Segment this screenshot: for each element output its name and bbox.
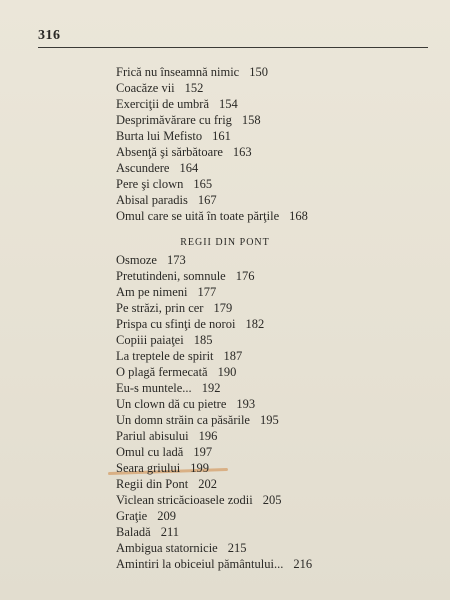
toc-entry-title: Copiii paiaţei xyxy=(116,333,184,347)
toc-entry xyxy=(116,493,281,507)
toc-entry-title: Graţie xyxy=(116,509,148,523)
toc-entry-title: Un clown dă cu pietre xyxy=(116,397,227,411)
toc-entry xyxy=(116,285,216,299)
toc-entry xyxy=(116,193,217,207)
toc-entry-title: Frică nu înseamnă nimic xyxy=(116,65,240,79)
toc-entry-title: Baladă xyxy=(116,525,151,539)
toc-entry xyxy=(116,365,236,379)
toc-entry xyxy=(116,113,261,127)
toc-entry-page: 197 xyxy=(193,445,213,459)
toc-entry-page: 195 xyxy=(259,413,279,427)
toc-entry-title: Pe străzi, prin cer xyxy=(116,301,204,315)
toc-entry-title: Pretutindeni, somnule xyxy=(116,269,226,283)
toc-entry-page: 152 xyxy=(184,81,204,95)
toc-entry-page: 196 xyxy=(198,429,218,443)
toc-entry-title: Burta lui Mefisto xyxy=(116,129,203,143)
toc-entry-title: Ascundere xyxy=(116,161,170,175)
toc-entry xyxy=(116,65,268,79)
toc-entry xyxy=(116,557,312,571)
toc-entry xyxy=(116,429,217,443)
toc-entry-page: 216 xyxy=(293,557,313,571)
toc-entry xyxy=(116,333,212,347)
toc-entry-page: 209 xyxy=(157,509,176,523)
toc-entry-page: 161 xyxy=(212,129,231,143)
toc-entry xyxy=(116,381,220,395)
toc-entry xyxy=(116,81,203,95)
toc-entry-page: 163 xyxy=(232,145,252,159)
page-number: 316 xyxy=(38,28,61,43)
toc-entry-title: Eu-s muntele... xyxy=(116,381,192,395)
toc-entry-title: Seara griului xyxy=(116,461,181,475)
toc-entry-page: 168 xyxy=(289,209,308,223)
toc-entry-page: 185 xyxy=(193,333,213,347)
toc-entry-title: Ambigua statornicie xyxy=(116,541,218,555)
toc-entry-page: 211 xyxy=(160,525,180,539)
toc-entry xyxy=(116,269,254,283)
toc-entry-page: 190 xyxy=(217,365,237,379)
toc-entry-title: Prispa cu sfinţi de noroi xyxy=(116,317,236,331)
toc-entry xyxy=(116,301,232,315)
toc-entry-title: Viclean stricăcioasele zodii xyxy=(116,493,253,507)
toc-entry xyxy=(116,413,279,427)
toc-entry-title: Pariul abisului xyxy=(116,429,189,443)
toc-entry-page: 202 xyxy=(198,477,217,491)
toc-entry xyxy=(116,161,198,175)
toc-entry xyxy=(116,145,252,159)
toc-entry xyxy=(116,253,186,267)
toc-entry-page: 192 xyxy=(201,381,221,395)
toc-entry-page: 167 xyxy=(197,193,217,207)
toc-entry xyxy=(116,541,246,555)
toc-entry-page: 164 xyxy=(179,161,199,175)
toc-entry-page: 215 xyxy=(227,541,247,555)
toc-entry-page: 176 xyxy=(235,269,255,283)
toc-entry-page: 179 xyxy=(213,301,233,315)
toc-entry xyxy=(116,525,179,539)
toc-entry-page: 158 xyxy=(241,113,261,127)
toc-entry xyxy=(116,461,209,475)
toc-entry-page: 177 xyxy=(197,285,217,299)
toc-entry-title: Desprimăvărare cu frig xyxy=(116,113,232,127)
toc-entry-page: 150 xyxy=(249,65,268,79)
toc-entry-title: Osmoze xyxy=(116,253,157,267)
toc-entry-page: 154 xyxy=(219,97,238,111)
toc-entry-title: Abisal paradis xyxy=(116,193,188,207)
toc-entry xyxy=(116,397,255,411)
toc-entry-title: Omul care se uită în toate părţile xyxy=(116,209,280,223)
toc-entry-title: Exerciţii de umbră xyxy=(116,97,210,111)
toc-entry xyxy=(116,509,176,523)
toc-entry xyxy=(116,477,217,491)
toc-entry xyxy=(116,209,308,223)
toc-entry-title: Coacăze vii xyxy=(116,81,175,95)
toc-entry-title: La treptele de spirit xyxy=(116,349,214,363)
toc-entry xyxy=(116,129,231,143)
toc-entry-title: Un domn străin ca păsările xyxy=(116,413,250,427)
toc-entry-page: 173 xyxy=(166,253,186,267)
toc-entry-title: Pere şi clown xyxy=(116,177,184,191)
toc-entry-title: O plagă fermecată xyxy=(116,365,208,379)
toc-entry-page: 193 xyxy=(236,397,256,411)
toc-entry-title: Absenţă şi sărbătoare xyxy=(116,145,223,159)
toc-entry xyxy=(116,317,264,331)
toc-entry-page: 187 xyxy=(223,349,243,363)
toc-entry-title: Omul cu ladă xyxy=(116,445,184,459)
toc-entry-title: Amintiri la obiceiul pământului... xyxy=(116,557,284,571)
toc-entry xyxy=(116,445,212,459)
toc-entry-page: 205 xyxy=(262,493,282,507)
toc-entry xyxy=(116,97,238,111)
toc-entry-page: 182 xyxy=(245,317,265,331)
toc-entry xyxy=(116,349,242,363)
toc-entry-page: 199 xyxy=(190,461,209,475)
toc-entry-page: 165 xyxy=(193,177,213,191)
toc-entry-title: Am pe nimeni xyxy=(116,285,188,299)
toc-entry xyxy=(116,177,212,191)
section-heading: REGII DIN PONT xyxy=(180,237,270,248)
toc-entry-title: Regii din Pont xyxy=(116,477,189,491)
